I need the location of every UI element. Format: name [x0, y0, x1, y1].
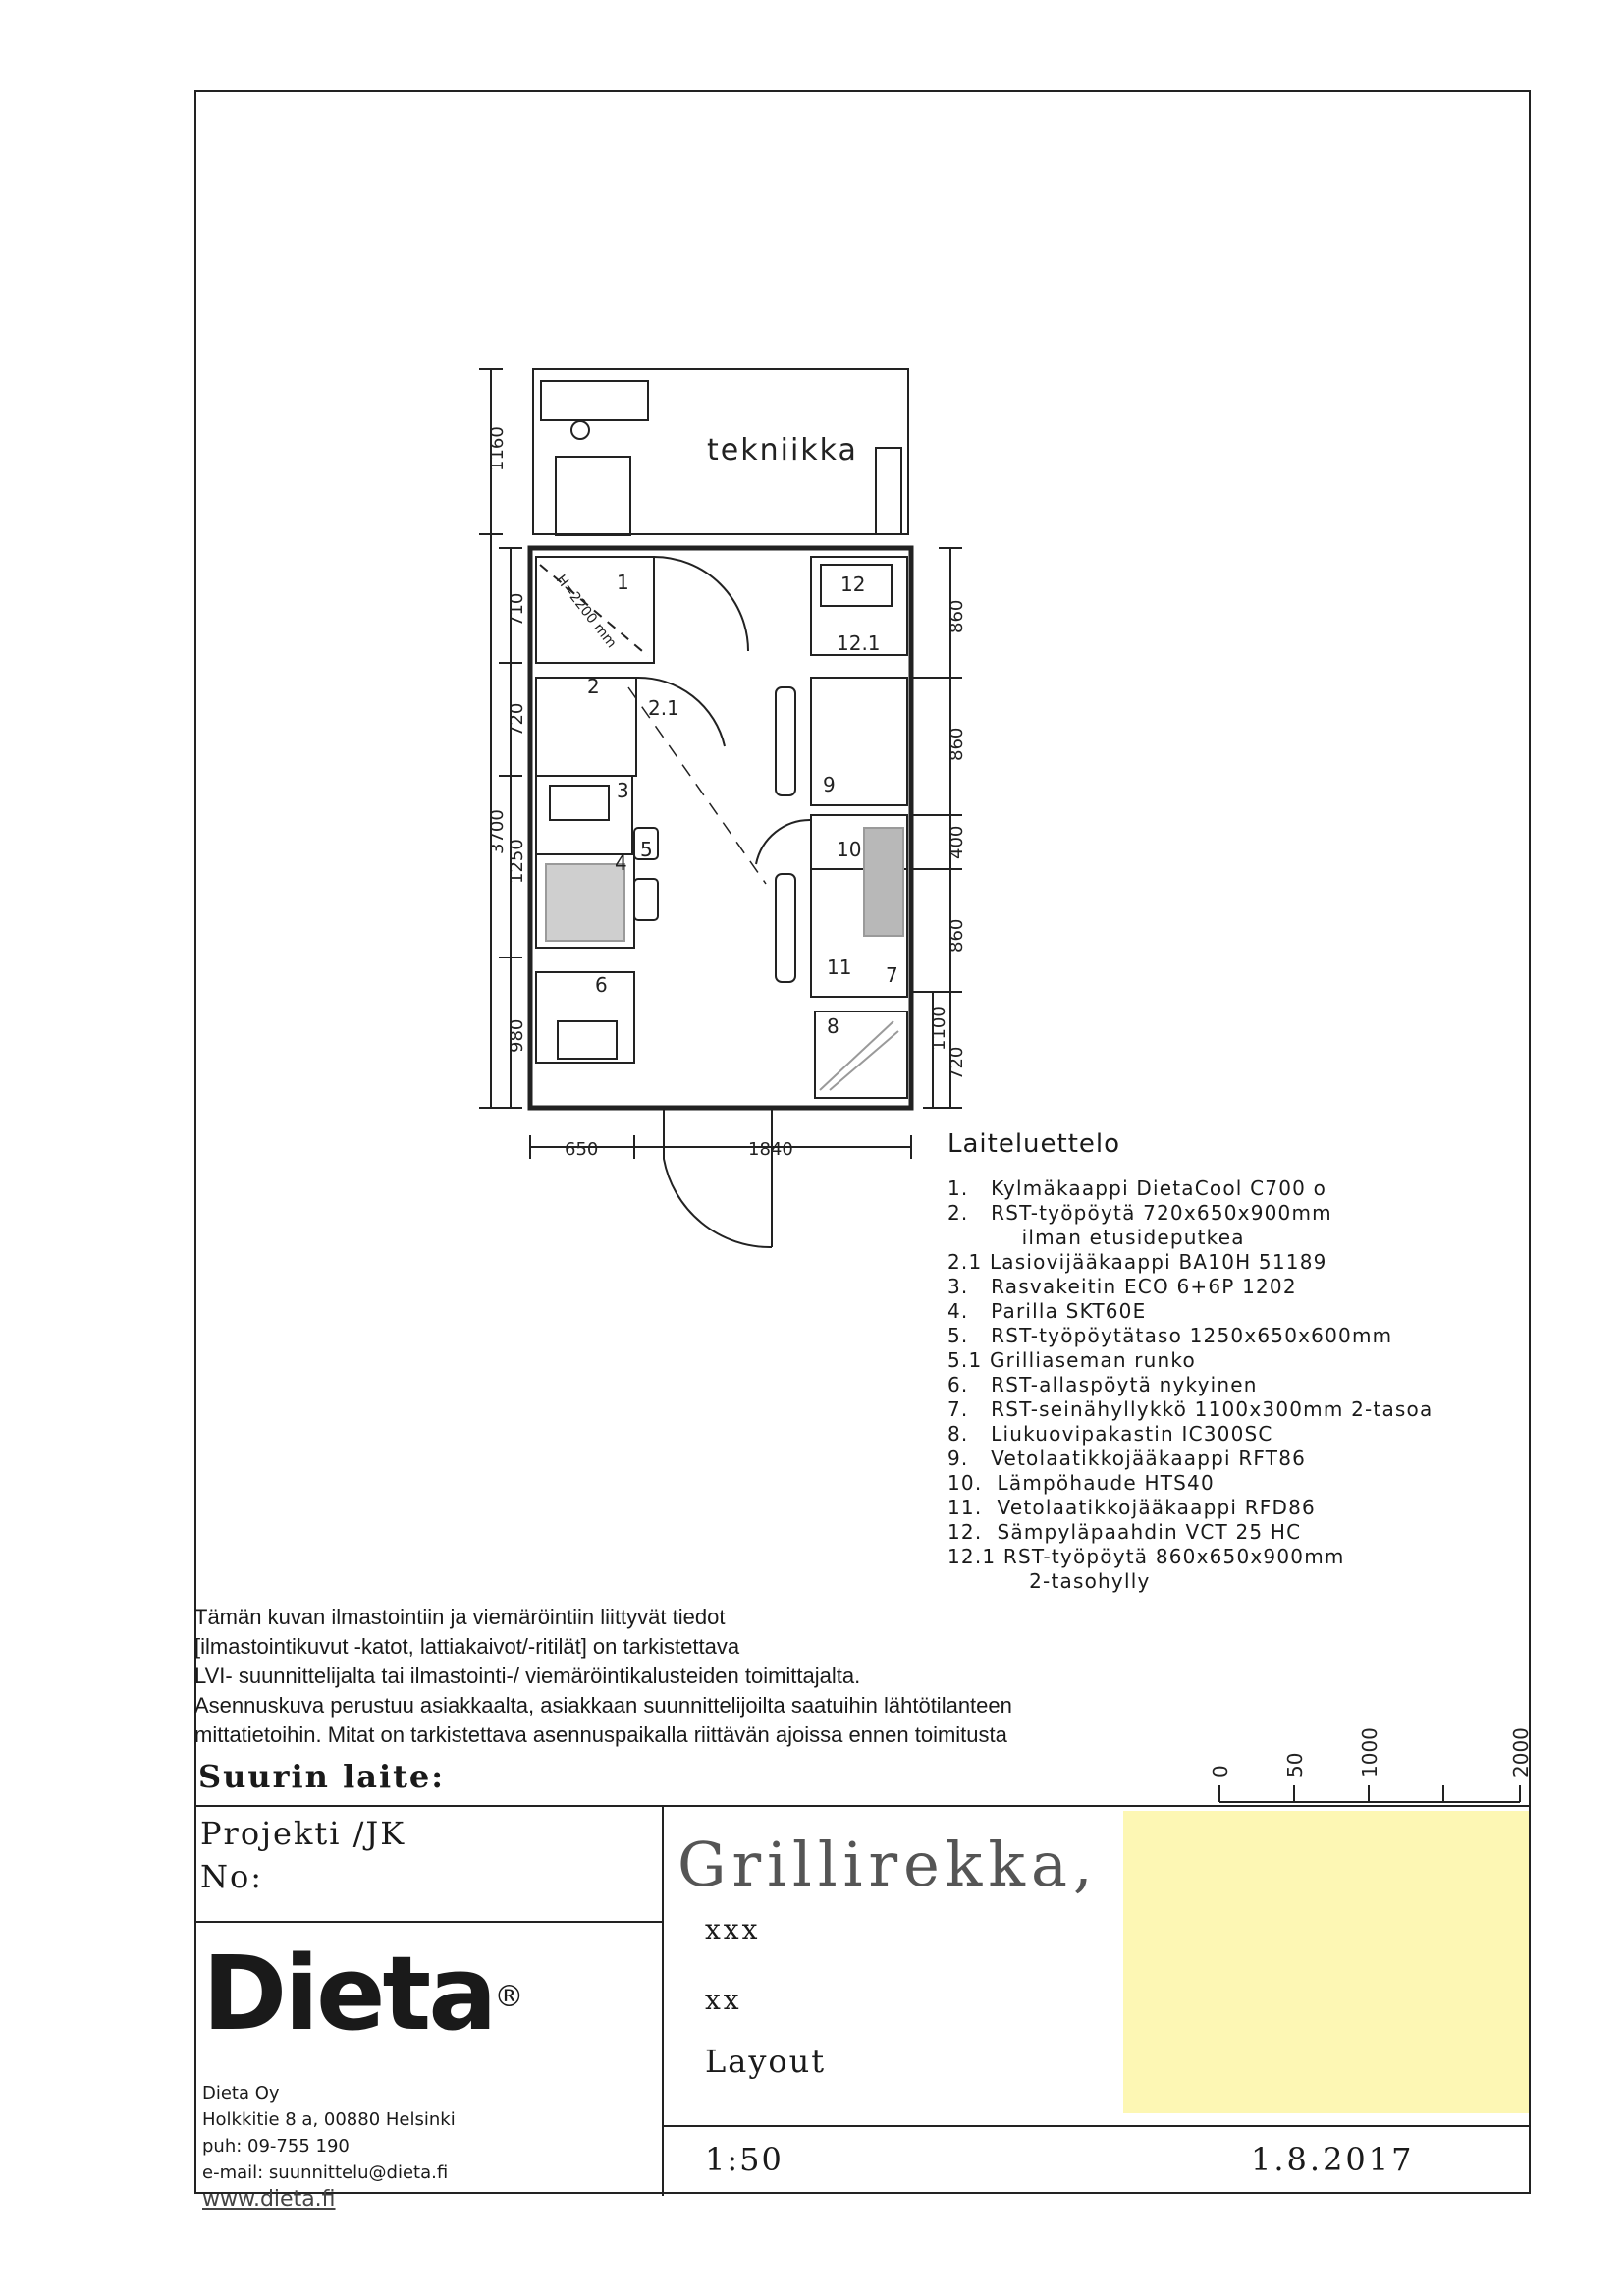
- tekniikka-cabinet: [541, 381, 648, 420]
- title-block-left: [194, 1807, 664, 2212]
- installation-notes: [194, 1603, 1186, 1750]
- equipment-item: 1. Kylmäkaappi DietaCool C700 o: [947, 1176, 1327, 1200]
- door-height-note: H=2200 mm: [552, 572, 620, 652]
- note-line: mittatietoihin. Mitat on tarkistettava asennuspaikalla riittävän ajoissa ennen toimitusta: [194, 1722, 1007, 1747]
- drawing-type: Layout: [705, 2043, 827, 2080]
- equipment-item: 10. Lämpöhaude HTS40: [947, 1471, 1215, 1495]
- label-5: 5: [640, 838, 653, 861]
- largest-device-label: Suurin laite:: [198, 1758, 446, 1795]
- label-8: 8: [827, 1014, 839, 1038]
- equipment-item: 3. Rasvakeitin ECO 6+6P 1202: [947, 1275, 1297, 1298]
- equipment-item: 12. Sämpyläpaahdin VCT 25 HC: [947, 1520, 1302, 1544]
- scale-date-row: [662, 2125, 1531, 2198]
- equipment-item: 8. Liukuovipakastin IC300SC: [947, 1422, 1273, 1446]
- dim-left-1250: 1250: [507, 839, 527, 884]
- equipment-heading: Laiteluettelo: [947, 1129, 1121, 1159]
- equipment-list: [947, 1129, 1433, 1594]
- label-12: 12: [840, 573, 866, 596]
- no-label: No:: [200, 1858, 264, 1895]
- equipment-item: 4. Parilla SKT60E: [947, 1299, 1147, 1323]
- note-line: Tämän kuvan ilmastointiin ja viemäröintiin liittyvät tiedot: [194, 1605, 726, 1629]
- company-phone: puh: 09-755 190: [202, 2136, 350, 2157]
- label-4: 4: [615, 851, 627, 875]
- company-email: e-mail: suunnittelu@dieta.fi: [202, 2162, 449, 2183]
- dim-bottom-1840: 1840: [748, 1139, 793, 1160]
- note-line: [ilmastointikuvut -katot, lattiakaivot/-ritilät] on tarkistettava: [194, 1634, 740, 1659]
- project-line-1: xxx: [705, 1913, 761, 1945]
- equipment-item: 5.1 Grilliaseman runko: [947, 1348, 1196, 1372]
- registered-mark: ®: [494, 1980, 524, 2014]
- note-line: LVI- suunnittelijalta tai ilmastointi-/ viemäröintikalusteiden toimittajalta.: [194, 1664, 861, 1688]
- label-3: 3: [617, 779, 629, 802]
- equipment-item: 2.1 Lasiovijääkaappi BA10H 51189: [947, 1250, 1327, 1274]
- dim-right-860a: 860: [947, 599, 967, 633]
- equipment-item: 2. RST-työpöytä 720x650x900mm: [947, 1201, 1332, 1225]
- scale-label-2000: 2000: [1509, 1727, 1533, 1777]
- drawer-handles-9: [776, 687, 795, 795]
- title-block: [194, 1805, 1531, 2212]
- label-11: 11: [827, 956, 852, 979]
- tekniikka-shelf: [876, 448, 901, 534]
- dim-right-1100: 1100: [929, 1006, 949, 1051]
- door-swing-10: [756, 820, 811, 864]
- label-2-1: 2.1: [648, 696, 679, 720]
- dim-right-400: 400: [947, 825, 967, 859]
- dim-bottom-650: 650: [565, 1139, 599, 1160]
- item-2-worktable: [536, 678, 636, 776]
- equipment-item: 9. Vetolaatikkojääkaappi RFT86: [947, 1447, 1307, 1470]
- drawing-scale: 1:50: [705, 2141, 784, 2178]
- drawing-date: 1.8.2017: [1251, 2141, 1415, 2178]
- equipment-item: 5. RST-työpöytätaso 1250x650x600mm: [947, 1324, 1393, 1347]
- sticky-note-redaction: [1123, 1811, 1529, 2113]
- dim-right-720: 720: [947, 1046, 967, 1080]
- label-6: 6: [595, 973, 608, 997]
- label-12-1: 12.1: [837, 631, 881, 655]
- equipment-item: 12.1 RST-työpöytä 860x650x900mm: [947, 1545, 1345, 1568]
- equipment-item: 2-tasohylly: [947, 1569, 1151, 1593]
- dim-left-1160: 1160: [487, 426, 508, 471]
- door-swing-1: [654, 557, 748, 651]
- sink-drain-icon: [571, 421, 589, 439]
- scale-label-1000: 1000: [1358, 1727, 1381, 1777]
- entrance-door-swing: [664, 1108, 772, 1247]
- tekniikka-label: tekniikka: [707, 433, 858, 467]
- dieta-logo: [202, 1934, 524, 2053]
- drawer-handles-11: [776, 874, 795, 982]
- title-block-right: [662, 1807, 1531, 2196]
- scale-label-0: 0: [1209, 1765, 1232, 1777]
- label-2: 2: [587, 675, 600, 698]
- item-5-handle-bottom: [634, 879, 658, 920]
- label-9: 9: [823, 773, 836, 796]
- project-number-box: [194, 1807, 662, 1923]
- label-10: 10: [837, 838, 862, 861]
- equipment-item: 11. Vetolaatikkojääkaappi RFD86: [947, 1496, 1316, 1519]
- project-name: Grillirekka,: [677, 1829, 1099, 1900]
- dim-left-710: 710: [507, 592, 527, 627]
- tekniikka-unit: [556, 457, 630, 535]
- dim-right-860b: 860: [947, 727, 967, 761]
- note-line: Asennuskuva perustuu asiakkaalta, asiakkaan suunnittelijoilta saatuihin lähtötilanteen: [194, 1693, 1012, 1718]
- logo-text: Dieta: [202, 1934, 495, 2053]
- project-line-2: xx: [705, 1984, 742, 2016]
- company-name: Dieta Oy: [202, 2083, 280, 2104]
- scale-label-50: 50: [1283, 1752, 1307, 1777]
- company-website-link[interactable]: www.dieta.fi: [202, 2187, 336, 2212]
- scale-bar-ticks: [1219, 1785, 1520, 1802]
- equipment-items: [947, 1176, 1433, 1594]
- label-1: 1: [617, 571, 629, 594]
- dim-right-860c: 860: [947, 918, 967, 953]
- project-label: Projekti /JK: [200, 1815, 406, 1852]
- label-7: 7: [886, 963, 898, 987]
- dim-left-980: 980: [507, 1018, 527, 1053]
- company-info: [202, 2080, 456, 2213]
- equipment-item: 7. RST-seinähyllykkö 1100x300mm 2-tasoa: [947, 1397, 1434, 1421]
- equipment-item: ilman etusideputkea: [947, 1226, 1245, 1249]
- dim-left-720: 720: [507, 702, 527, 737]
- dim-left-3700: 3700: [487, 809, 508, 854]
- equipment-item: 6. RST-allaspöytä nykyinen: [947, 1373, 1258, 1396]
- company-address: Holkkitie 8 a, 00880 Helsinki: [202, 2109, 456, 2130]
- item-6-sink-table: [536, 972, 634, 1063]
